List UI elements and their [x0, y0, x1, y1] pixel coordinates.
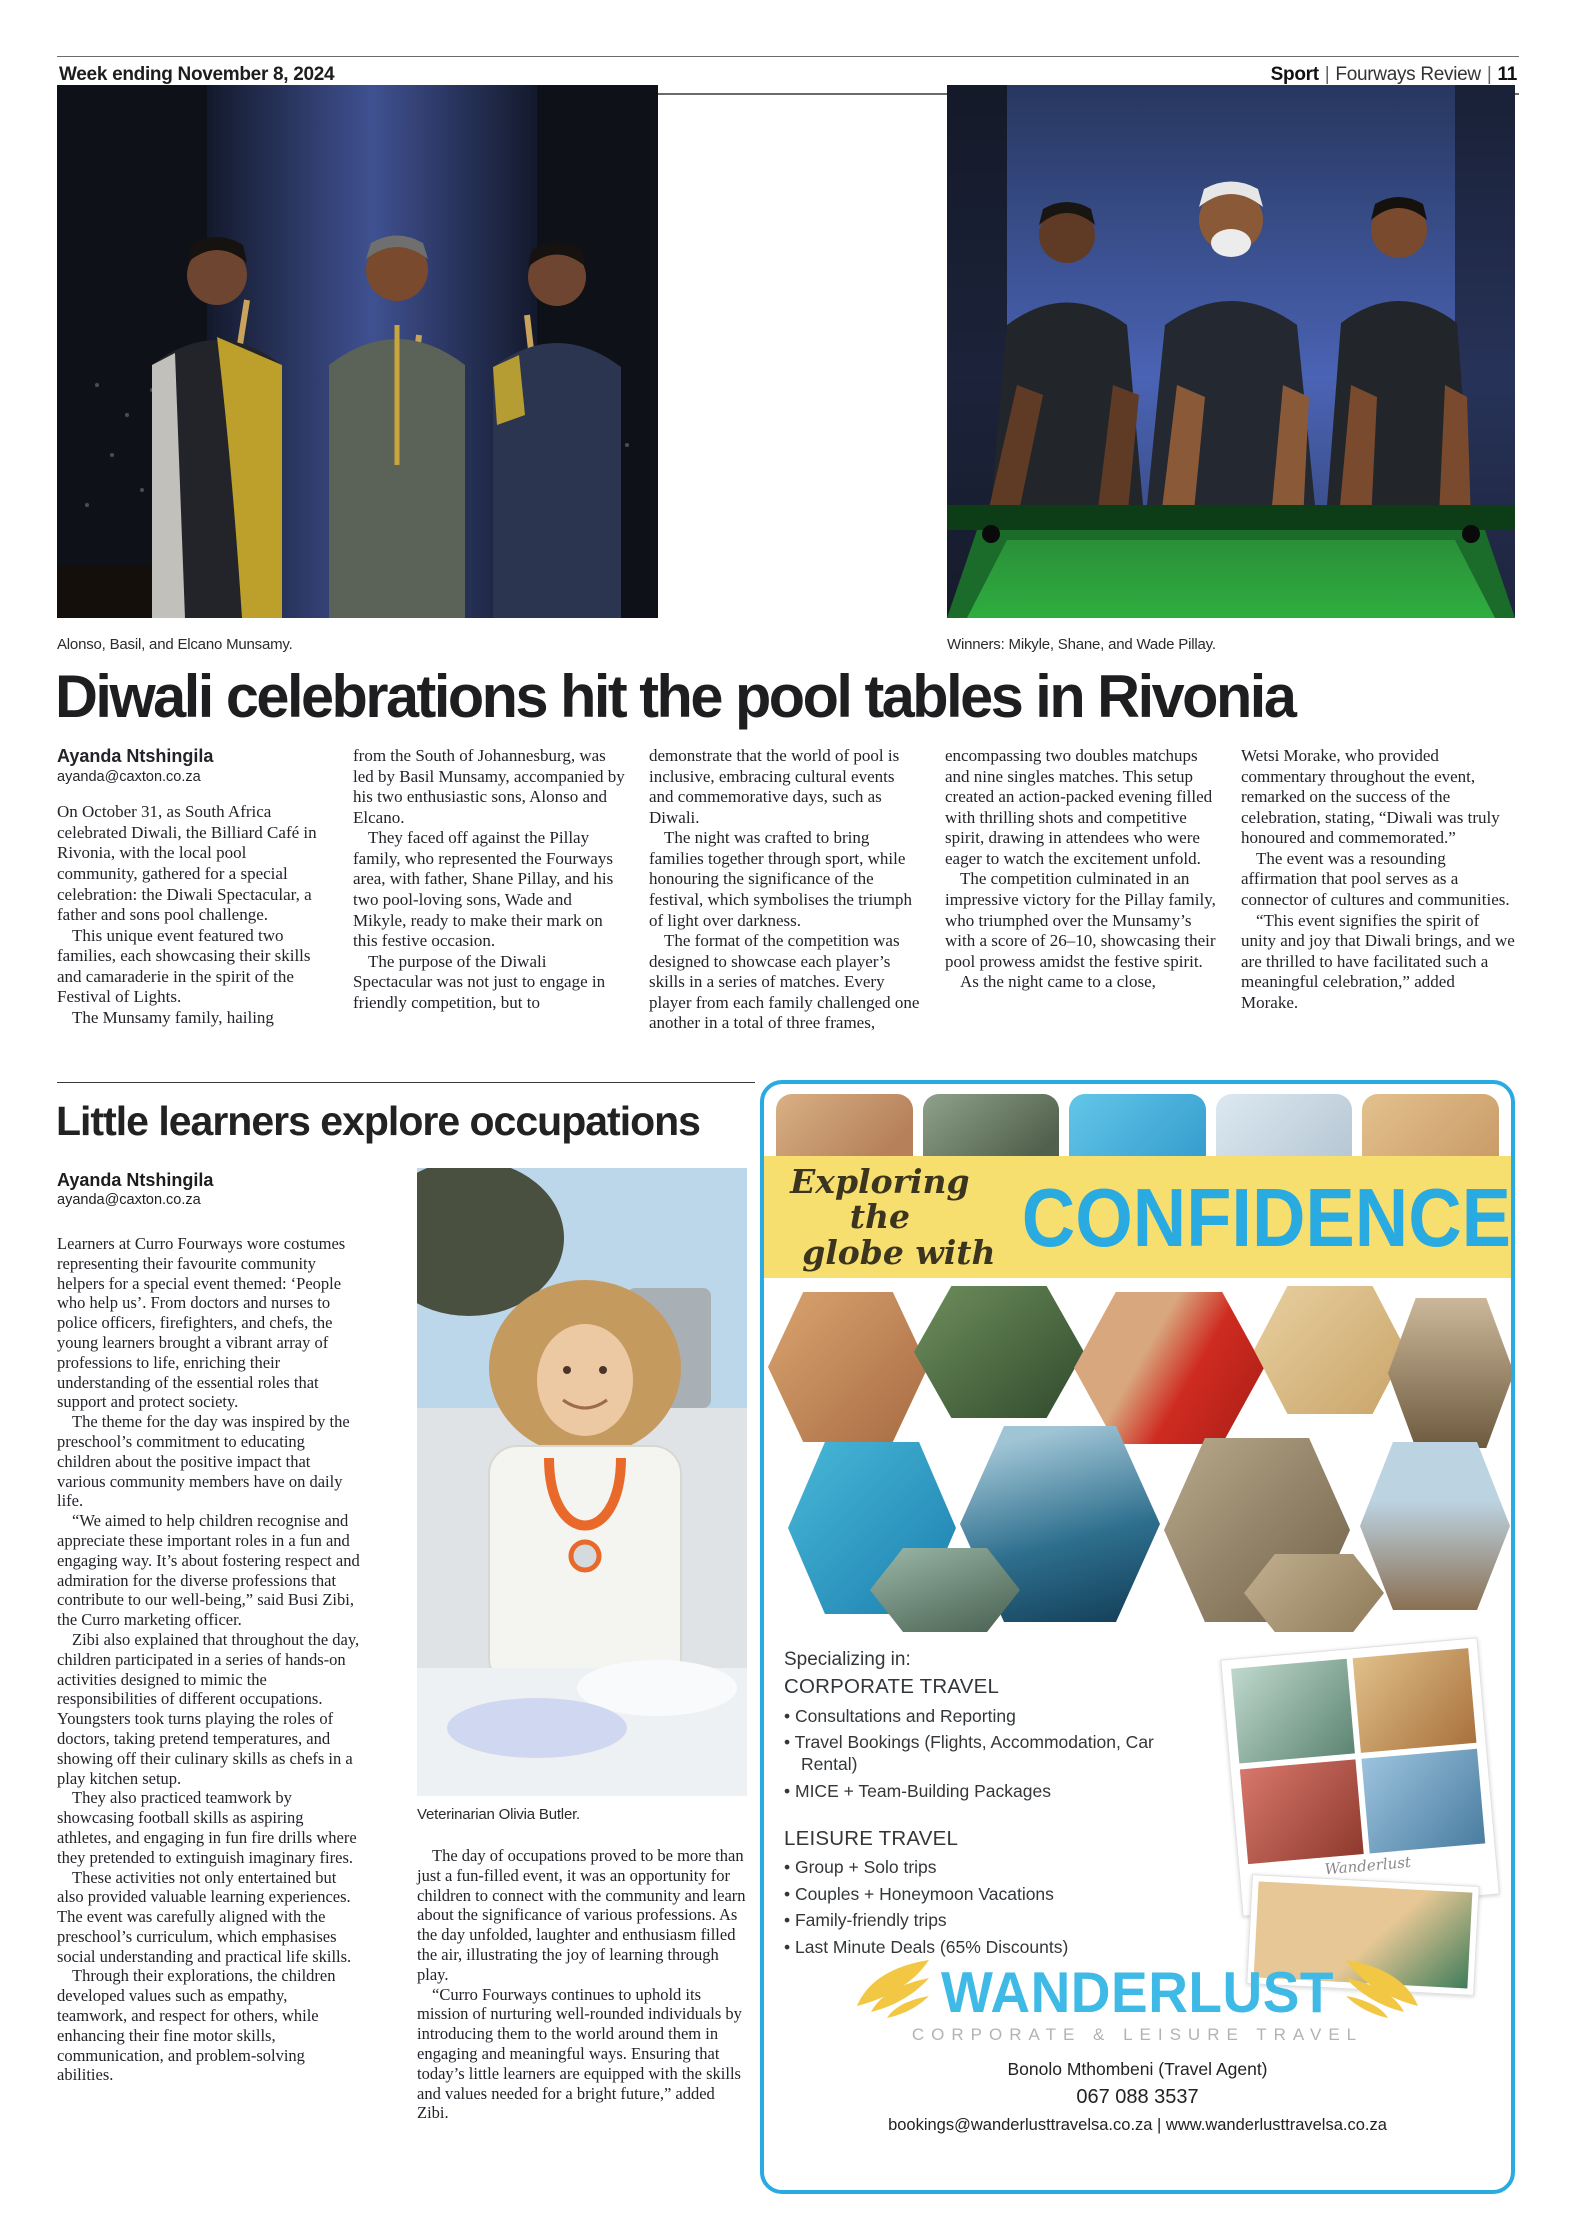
wanderlust-wordmark: WANDERLUST [940, 1958, 1335, 2025]
wing-left-icon [853, 1958, 931, 2025]
polaroid-cell [1353, 1648, 1477, 1753]
section-divider [57, 1082, 755, 1083]
photo-caption-left: Alonso, Basil, and Elcano Munsamy. [57, 636, 293, 653]
byline-name: Ayanda Ntshingila [57, 1170, 214, 1190]
article1-paragraph: from the South of Johannesburg, was led by Basil Munsamy, accompanied by his two enthusiastic sons, Alonso and Elcano. [353, 746, 625, 827]
article1-paragraph: The competition culminated in an impressive victory for the Pillay family, who triumphed over the Munsamy’s with a score of 26–10, showcasing their pool prowess amidst the festive spirit. [945, 869, 1216, 971]
polaroid-cell [1361, 1749, 1485, 1854]
ad-info-row [784, 1648, 1491, 1956]
ad-corporate-title: CORPORATE TRAVEL [784, 1675, 1000, 1699]
masthead-publication: Fourways Review [1335, 64, 1481, 85]
article1-column-5 [1241, 746, 1515, 1034]
article1-body [57, 746, 1515, 1034]
article2-byline [57, 1170, 213, 1208]
ad-list-item: • Family-friendly trips [784, 1910, 947, 1931]
photo-pillay-winners [947, 85, 1515, 618]
photo-munsamy-family [57, 85, 658, 618]
ad-side-photos [1180, 1648, 1491, 1956]
collage-photo [1074, 1292, 1264, 1444]
article1-col1-text [57, 802, 331, 1028]
article2-paragraph: “We aimed to help children recognise and appreciate these important roles in a fun and engaging way. It’s about fostering respect and admiration for the diverse professions that contribute to our well-being,” said Busi Zibi, the Curro marketing officer. [57, 1511, 360, 1630]
photo-caption-right: Winners: Mikyle, Shane, and Wade Pillay. [947, 636, 1216, 653]
article1-byline [57, 746, 331, 786]
article1-paragraph: On October 31, as South Africa celebrated Diwali, the Billiard Café in Rivonia, with the local pool community, gathered for a special celebration: the Diwali Spectacular, a father and sons pool challenge. [57, 802, 317, 925]
ad-services-text [784, 1648, 1180, 1956]
photo-caption-girl: Veterinarian Olivia Butler. [417, 1806, 581, 1823]
ad-banner-word: CONFIDENCE [1021, 1170, 1511, 1264]
article1-paragraph: This unique event featured two families, each showcasing their skills and camaraderie in the spirit of the Festival of Lights. [57, 925, 311, 1007]
article1-paragraph: The format of the competition was designed to showcase each player’s skills in a series of matches. Every player from each family challenged one another in a total of three frames, [649, 931, 920, 1033]
masthead-right [1271, 64, 1517, 86]
masthead-separator: | [1324, 64, 1330, 85]
collage-photo [1360, 1442, 1510, 1610]
ad-banner-script [764, 1161, 996, 1272]
article2-column-1 [57, 1234, 360, 2085]
article1-column-2 [353, 746, 627, 1034]
masthead-date: Week ending November 8, 2024 [59, 64, 335, 85]
ad-list-item: • Couples + Honeymoon Vacations [784, 1883, 1054, 1904]
article1-paragraph: The Munsamy family, hailing [72, 1007, 274, 1027]
ad-list-item: • Consultations and Reporting [784, 1705, 1016, 1726]
article2-column-2 [417, 1846, 750, 2123]
article2-paragraph: Through their explorations, the children developed values such as empathy, teamwork, and respect for others, while enhancing their fine motor skills, communication, and problem-solving abilities. [57, 1966, 336, 2085]
wanderlust-logo [764, 1958, 1511, 2025]
article1-headline: Diwali celebrations hit the pool tables in Rivonia [55, 663, 1295, 730]
article2-paragraph: The theme for the day was inspired by the preschool’s commitment to educating children about the positive impact that various community members have on daily life. [57, 1412, 350, 1511]
article1-column-4 [945, 746, 1219, 1034]
wanderlust-advert [760, 1080, 1515, 2194]
polaroid-label: Wanderlust [1323, 1852, 1412, 1879]
ad-banner-script-line2: globe with [802, 1232, 996, 1272]
article1-paragraph: They faced off against the Pillay family, who represented the Fourways area, with father, Shane Pillay, and his two pool-loving sons, Wade and Mikyle, ready to make their mark on this festive occasion. [353, 828, 614, 951]
byline-email: ayanda@caxton.co.za [57, 1192, 201, 1208]
collage-photo [1388, 1298, 1514, 1448]
article1-paragraph: Wetsi Morake, who provided commentary throughout the event, remarked on the success of the celebration, stating, “Diwali was truly honoured and commemorated.” [1241, 746, 1500, 848]
article2-headline: Little learners explore occupations [56, 1098, 700, 1144]
wing-right-icon [1344, 1958, 1422, 2025]
ad-agent-name: Bonolo Mthombeni (Travel Agent) [1007, 2059, 1268, 2079]
article2-paragraph: These activities not only entertained but also provided valuable learning experiences. The event was carefully aligned with the preschool’s curriculum, which emphasises social understanding and practical life skills. [57, 1867, 352, 1966]
collage-photo [1254, 1286, 1406, 1414]
ad-list-item: • Last Minute Deals (65% Discounts) [784, 1936, 1069, 1957]
masthead-page-number: 11 [1497, 64, 1517, 85]
article1-column-3 [649, 746, 923, 1034]
byline-email: ayanda@caxton.co.za [57, 768, 201, 785]
article1-paragraph: As the night came to a close, [960, 972, 1156, 992]
ad-list-item: • MICE + Team-Building Packages [784, 1780, 1051, 1801]
collage-photo [768, 1292, 928, 1442]
article1-paragraph: The event was a resounding affirmation that pool serves as a connector of cultures and communities. [1241, 848, 1510, 909]
article2-paragraph: Zibi also explained that throughout the day, children participated in a series of hands-on activities designed to mimic the responsibilities of different occupations. Youngsters took turns playing the roles of doctors, taking pretend temperatures, and showing off their culinary skills as chefs in a play kitchen setup. [57, 1629, 360, 1788]
ad-email-website: bookings@wanderlusttravelsa.co.za | www.wanderlusttravelsa.co.za [888, 2116, 1387, 2134]
article2-paragraph: They also practiced teamwork by showcasing football skills as aspiring athletes, and engaging in fun fire drills where they pretended to extinguish imaginary fires. [57, 1788, 357, 1867]
polaroid-cell [1231, 1659, 1355, 1764]
ad-leisure-list [784, 1856, 1180, 1958]
ad-hex-collage [774, 1286, 1501, 1632]
ad-leisure-title: LEISURE TRAVEL [784, 1827, 959, 1851]
article2-paragraph: Learners at Curro Fourways wore costumes representing their favourite community helpers for a special event themed: ‘People who help us’. From doctors and nurses to police officers, firefighters, and chefs, the young learners brought a vibrant array of professions to life, enriching their understanding of the essential roles that support and protect society. [57, 1234, 346, 1412]
article1-column-1 [57, 746, 331, 1034]
byline-name: Ayanda Ntshingila [57, 746, 214, 766]
photo-veterinarian-girl [417, 1168, 747, 1796]
ad-list-item: • Travel Bookings (Flights, Accommodation, Car Rental) [784, 1731, 1154, 1775]
ad-list-item: • Group + Solo trips [784, 1857, 937, 1878]
ad-banner-script-line1: Exploring the [790, 1161, 970, 1237]
article1-paragraph: encompassing two doubles matchups and nine singles matches. This setup created an action-packed evening filled with thrilling shots and competitive spirit, drawing in attendees who were eager to watch the excitement unfold. [945, 746, 1213, 868]
ad-specializing-label: Specializing in: [784, 1649, 911, 1670]
masthead-section: Sport [1270, 64, 1319, 85]
ad-phone-number: 067 088 3537 [1076, 2086, 1199, 2108]
masthead-separator: | [1486, 64, 1492, 85]
polaroid-cell [1240, 1759, 1364, 1864]
collage-photo [914, 1286, 1084, 1418]
article1-paragraph: demonstrate that the world of pool is inclusive, embracing cultural events and commemorative days, such as Diwali. [649, 746, 900, 827]
article2-paragraph: “Curro Fourways continues to uphold its mission of nurturing well-rounded individuals by introducing them to the world around them in engaging and meaningful ways. Ensuring that today’s little learners are equipped with the skills and values needed for a bright future,” added Zibi. [417, 1984, 742, 2123]
article1-paragraph: The night was crafted to bring families together through sport, while honouring the significance of the festival, which symbolises the triumph of light over darkness. [649, 828, 912, 930]
wanderlust-subtitle: CORPORATE & LEISURE TRAVEL [911, 2025, 1364, 2044]
article1-paragraph: “This event signifies the spirit of unity and joy that Diwali brings, and we are thrilled to have facilitated such a meaningful celebration,” added Morake. [1241, 910, 1515, 1012]
ad-banner [764, 1156, 1511, 1278]
ad-corporate-list [784, 1705, 1180, 1803]
article2-paragraph: The day of occupations proved to be more than just a fun-filled event, it was an opportunity for children to connect with the community and learn about the significance of various professions. As the day unfolded, laughter and enthusiasm filled the air, illustrating the joy of learning through play. [417, 1846, 746, 1984]
article1-paragraph: The purpose of the Diwali Spectacular was not just to engage in friendly competition, but to [353, 951, 606, 1012]
